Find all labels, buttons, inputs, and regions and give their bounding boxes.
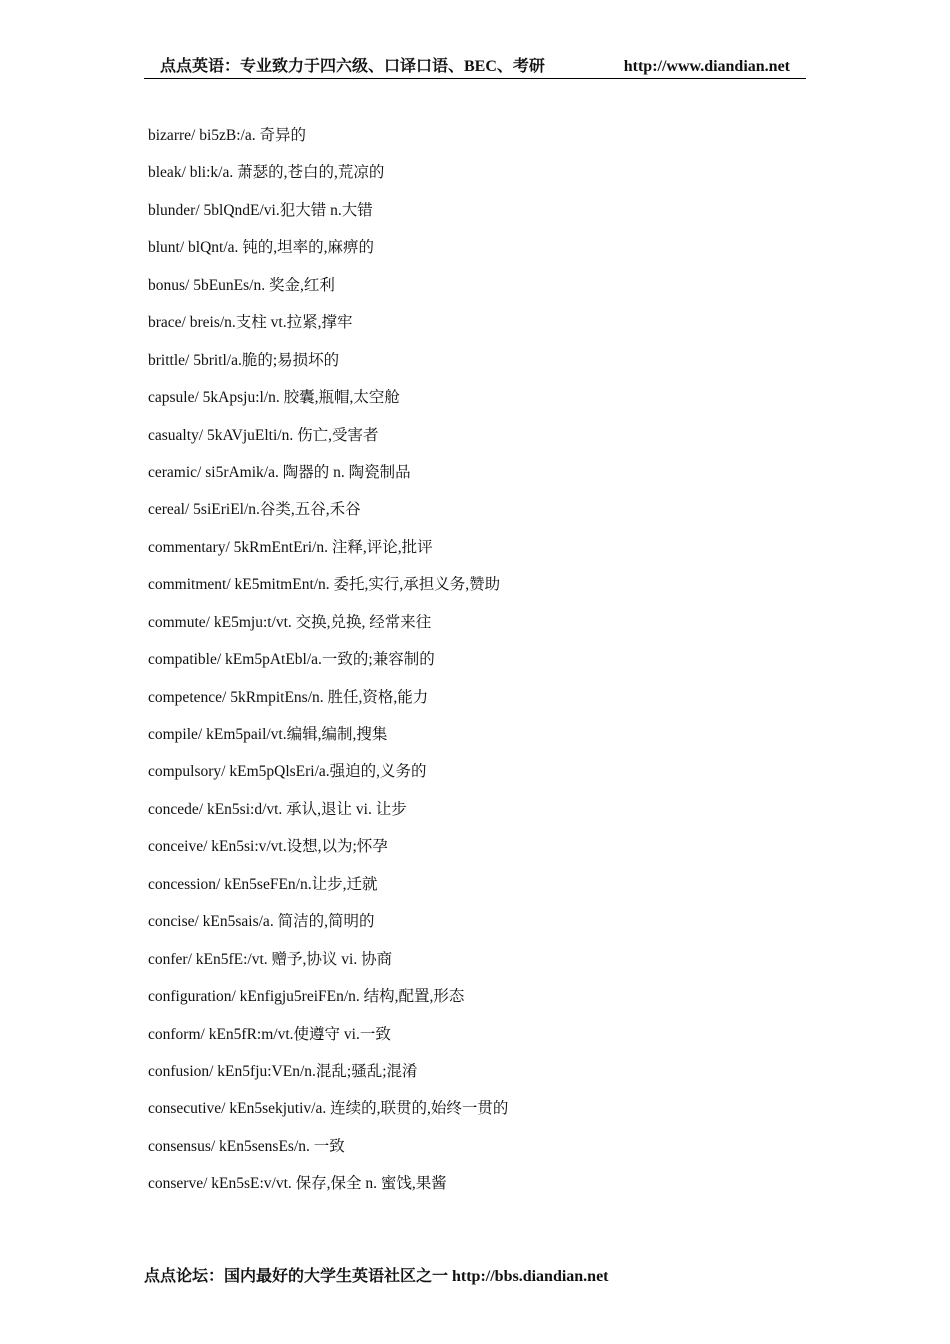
vocab-entry: casualty/ 5kAVjuElti/n. 伤亡,受害者 bbox=[148, 426, 379, 444]
vocab-entry: bonus/ 5bEunEs/n. 奖金,红利 bbox=[148, 276, 335, 294]
vocab-entry: conform/ kEn5fR:m/vt.使遵守 vi.一致 bbox=[148, 1025, 391, 1043]
vocab-entry: concession/ kEn5seFEn/n.让步,迁就 bbox=[148, 875, 378, 893]
vocab-entry: blunder/ 5blQndE/vi.犯大错 n.大错 bbox=[148, 201, 373, 219]
vocab-entry: configuration/ kEnfigju5reiFEn/n. 结构,配置,形态 bbox=[148, 988, 465, 1006]
vocab-entry: concise/ kEn5sais/a. 简洁的,简明的 bbox=[148, 913, 375, 931]
header-title: 点点英语：专业致力于四六级、口译口语、BEC、考研 bbox=[160, 58, 545, 75]
page-footer: 点点论坛：国内最好的大学生英语社区之一 http://bbs.diandian.net bbox=[144, 1268, 609, 1285]
vocab-entry: bleak/ bli:k/a. 萧瑟的,苍白的,荒凉的 bbox=[148, 164, 385, 182]
vocabulary-list bbox=[148, 124, 508, 1210]
vocab-entry: concede/ kEn5si:d/vt. 承认,退让 vi. 让步 bbox=[148, 800, 407, 818]
vocab-entry: conserve/ kEn5sE:v/vt. 保存,保全 n. 蜜饯,果酱 bbox=[148, 1175, 447, 1193]
vocab-entry: confusion/ kEn5fju:VEn/n.混乱;骚乱;混淆 bbox=[148, 1062, 418, 1080]
vocab-entry: commitment/ kE5mitmEnt/n. 委托,实行,承担义务,赞助 bbox=[148, 576, 501, 594]
vocab-entry: commute/ kE5mju:t/vt. 交换,兑换, 经常来往 bbox=[148, 613, 432, 631]
vocab-entry: conceive/ kEn5si:v/vt.设想,以为;怀孕 bbox=[148, 838, 388, 856]
vocab-entry: competence/ 5kRmpitEns/n. 胜任,资格,能力 bbox=[148, 688, 429, 706]
vocab-entry: brace/ breis/n.支柱 vt.拉紧,撑牢 bbox=[148, 314, 353, 332]
vocab-entry: bizarre/ bi5zB:/a. 奇异的 bbox=[148, 127, 306, 144]
vocab-entry: commentary/ 5kRmEntEri/n. 注释,评论,批评 bbox=[148, 538, 433, 556]
vocab-entry: blunt/ blQnt/a. 钝的,坦率的,麻痹的 bbox=[148, 239, 375, 257]
vocab-entry: compulsory/ kEm5pQlsEri/a.强迫的,义务的 bbox=[148, 763, 427, 781]
header-url: http://www.diandian.net bbox=[623, 58, 790, 75]
vocab-entry: compile/ kEm5pail/vt.编辑,编制,搜集 bbox=[148, 726, 388, 743]
vocab-entry: confer/ kEn5fE:/vt. 赠予,协议 vi. 协商 bbox=[148, 950, 393, 968]
vocab-entry: brittle/ 5britl/a.脆的;易损坏的 bbox=[148, 351, 340, 369]
vocab-entry: compatible/ kEm5pAtEbl/a.一致的;兼容制的 bbox=[148, 651, 435, 669]
vocab-entry: consensus/ kEn5sensEs/n. 一致 bbox=[148, 1137, 345, 1155]
vocab-entry: consecutive/ kEn5sekjutiv/a. 连续的,联贯的,始终一贯的 bbox=[148, 1100, 509, 1118]
vocab-entry: cereal/ 5siEriEl/n.谷类,五谷,禾谷 bbox=[148, 501, 361, 519]
vocab-entry: capsule/ 5kApsju:l/n. 胶囊,瓶帽,太空舱 bbox=[148, 389, 400, 407]
page-header bbox=[144, 56, 806, 79]
vocab-entry: ceramic/ si5rAmik/a. 陶器的 n. 陶瓷制品 bbox=[148, 463, 411, 481]
